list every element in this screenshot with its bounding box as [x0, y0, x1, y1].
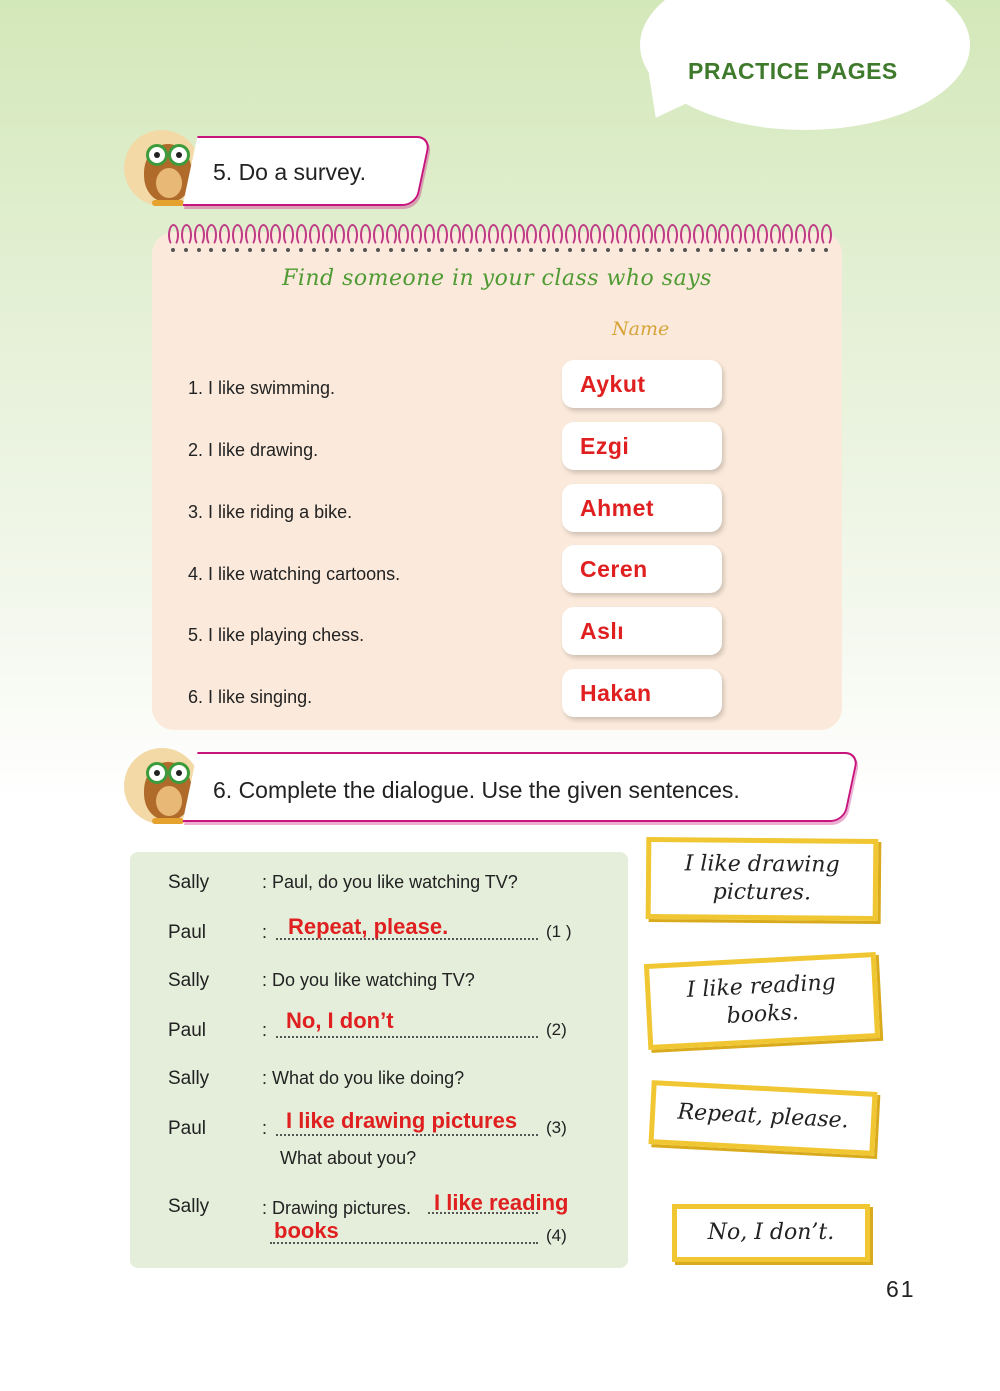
- answer-blank[interactable]: [276, 1036, 538, 1038]
- dialogue-answer: I like reading: [434, 1190, 569, 1215]
- spiral-hole: [747, 248, 751, 252]
- spiral-ring: [642, 224, 653, 246]
- spiral-hole: [491, 248, 495, 252]
- spiral-hole: [478, 248, 482, 252]
- spiral-ring: [821, 224, 832, 246]
- survey-question: 3. I like riding a bike.: [188, 502, 353, 522]
- spiral-ring: [603, 224, 614, 246]
- spiral-ring: [309, 224, 320, 246]
- spiral-ring: [334, 224, 345, 246]
- spiral-hole: [248, 248, 252, 252]
- option-card[interactable]: [648, 1080, 877, 1156]
- spiral-hole: [721, 248, 725, 252]
- spiral-hole: [209, 248, 213, 252]
- spiral-hole: [197, 248, 201, 252]
- spiral-hole: [619, 248, 623, 252]
- survey-question: 4. I like watching cartoons.: [188, 564, 401, 584]
- spiral-ring: [578, 224, 589, 246]
- colon: :: [262, 1020, 268, 1040]
- survey-question: 1. I like swimming.: [188, 378, 336, 398]
- speaker-label: Sally: [168, 970, 210, 991]
- spiral-ring: [552, 224, 563, 246]
- spiral-ring: [206, 224, 217, 246]
- spiral-ring: [386, 224, 397, 246]
- spiral-hole: [299, 248, 303, 252]
- blank-number: (4): [546, 1226, 567, 1245]
- spiral-ring: [283, 224, 294, 246]
- spiral-ring: [347, 224, 358, 246]
- dialogue-answer: No, I don’t: [286, 1008, 394, 1033]
- spiral-hole: [632, 248, 636, 252]
- spiral-ring: [718, 224, 729, 246]
- spiral-hole: [261, 248, 265, 252]
- spiral-ring: [565, 224, 576, 246]
- spiral-ring: [322, 224, 333, 246]
- survey-answer: Hakan: [580, 680, 652, 706]
- survey-question: 2. I like drawing.: [188, 440, 319, 460]
- spiral-ring: [181, 224, 192, 246]
- spiral-hole: [517, 248, 521, 252]
- spiral-ring: [168, 224, 179, 246]
- spiral-ring: [398, 224, 409, 246]
- answer-blank[interactable]: [276, 1134, 538, 1136]
- spiral-hole: [440, 248, 444, 252]
- dialogue-line: : Do you like watching TV?: [262, 970, 475, 990]
- spiral-ring: [488, 224, 499, 246]
- colon: :: [262, 1118, 268, 1138]
- name-column-header: Name: [612, 318, 670, 340]
- spiral-ring: [808, 224, 819, 246]
- spiral-ring: [270, 224, 281, 246]
- spiral-ring: [654, 224, 665, 246]
- spiral-ring: [475, 224, 486, 246]
- spiral-hole: [184, 248, 188, 252]
- spiral-ring: [501, 224, 512, 246]
- spiral-ring: [258, 224, 269, 246]
- speaker-label: Paul: [168, 922, 207, 943]
- speaker-label: Sally: [168, 872, 210, 893]
- spiral-ring: [616, 224, 627, 246]
- spiral-hole: [401, 248, 405, 252]
- spiral-hole: [593, 248, 597, 252]
- spiral-ring: [514, 224, 525, 246]
- spiral-ring: [296, 224, 307, 246]
- dialogue-line: What about you?: [280, 1148, 417, 1168]
- spiral-hole: [529, 248, 533, 252]
- spiral-hole: [389, 248, 393, 252]
- spiral-ring: [706, 224, 717, 246]
- option-card[interactable]: [672, 1204, 870, 1262]
- name-card[interactable]: [562, 669, 722, 717]
- spiral-hole: [427, 248, 431, 252]
- spiral-ring: [629, 224, 640, 246]
- spiral-ring: [757, 224, 768, 246]
- spiral-hole: [376, 248, 380, 252]
- spiral-ring: [245, 224, 256, 246]
- name-card[interactable]: [562, 607, 722, 655]
- spiral-hole: [504, 248, 508, 252]
- spiral-hole: [414, 248, 418, 252]
- spiral-ring: [539, 224, 550, 246]
- speaker-label: Paul: [168, 1020, 207, 1041]
- dialogue-line: : What do you like doing?: [262, 1068, 465, 1088]
- spiral-hole: [785, 248, 789, 252]
- option-card[interactable]: [644, 952, 880, 1050]
- blank-number: (2): [546, 1020, 567, 1039]
- blank-number: (3): [546, 1118, 567, 1137]
- spiral-ring: [219, 224, 230, 246]
- spiral-hole: [363, 248, 367, 252]
- spiral-hole: [235, 248, 239, 252]
- spiral-hole: [645, 248, 649, 252]
- spiral-hole: [734, 248, 738, 252]
- spiral-ring: [795, 224, 806, 246]
- spiral-hole: [222, 248, 226, 252]
- dialogue-answer: books: [274, 1218, 339, 1243]
- spiral-hole: [824, 248, 828, 252]
- spiral-ring: [782, 224, 793, 246]
- dialogue-line: : Paul, do you like watching TV?: [262, 872, 518, 892]
- survey-answer: Ceren: [580, 556, 648, 582]
- spiral-hole: [581, 248, 585, 252]
- speaker-label: Sally: [168, 1196, 210, 1217]
- spiral-hole: [337, 248, 341, 252]
- option-text: Repeat, please.: [676, 1099, 850, 1134]
- spiral-ring: [194, 224, 205, 246]
- spiral-hole: [312, 248, 316, 252]
- name-card[interactable]: [562, 422, 722, 470]
- spiral-hole: [798, 248, 802, 252]
- spiral-ring: [770, 224, 781, 246]
- spiral-hole: [465, 248, 469, 252]
- spiral-ring: [373, 224, 384, 246]
- spiral-hole: [171, 248, 175, 252]
- spiral-hole: [350, 248, 354, 252]
- survey-answer: Aykut: [580, 371, 646, 397]
- name-card[interactable]: [562, 545, 722, 593]
- dialogue-line: : Drawing pictures.: [262, 1198, 412, 1218]
- spiral-hole: [760, 248, 764, 252]
- name-card[interactable]: [562, 360, 722, 408]
- survey-question: 6. I like singing.: [188, 687, 313, 707]
- exercise5-heading: 5. Do a survey.: [213, 159, 366, 185]
- spiral-ring: [360, 224, 371, 246]
- spiral-ring: [693, 224, 704, 246]
- speaker-label: Sally: [168, 1068, 210, 1089]
- dialogue-answer: I like drawing pictures: [286, 1108, 518, 1133]
- spiral-ring: [590, 224, 601, 246]
- exercise6-heading: 6. Complete the dialogue. Use the given sentences.: [213, 777, 740, 803]
- option-text: I like drawing pictures.: [684, 851, 840, 906]
- page-number: 61: [886, 1276, 916, 1302]
- spiral-ring: [526, 224, 537, 246]
- survey-answer: Aslı: [580, 618, 625, 644]
- spiral-ring: [232, 224, 243, 246]
- survey-instruction: Find someone in your class who says: [282, 266, 712, 291]
- spiral-hole: [555, 248, 559, 252]
- spiral-ring: [424, 224, 435, 246]
- spiral-hole: [773, 248, 777, 252]
- spiral-hole: [657, 248, 661, 252]
- blank-number: (1 ): [546, 922, 572, 941]
- spiral-hole: [325, 248, 329, 252]
- spiral-ring: [680, 224, 691, 246]
- spiral-hole: [568, 248, 572, 252]
- name-card[interactable]: [562, 484, 722, 532]
- spiral-hole: [696, 248, 700, 252]
- spiral-hole: [683, 248, 687, 252]
- survey-question: 5. I like playing chess.: [188, 625, 365, 645]
- spiral-ring: [744, 224, 755, 246]
- spiral-hole: [286, 248, 290, 252]
- option-card[interactable]: [646, 837, 879, 921]
- dialogue-answer: Repeat, please.: [288, 914, 449, 939]
- spiral-hole: [453, 248, 457, 252]
- speaker-label: Paul: [168, 1118, 207, 1139]
- spiral-ring: [437, 224, 448, 246]
- spiral-hole: [709, 248, 713, 252]
- spiral-ring: [731, 224, 742, 246]
- survey-notebook: [152, 232, 842, 730]
- colon: :: [262, 922, 268, 942]
- spiral-ring: [667, 224, 678, 246]
- page-title: PRACTICE PAGES: [688, 58, 898, 84]
- spiral-hole: [273, 248, 277, 252]
- spiral-hole: [811, 248, 815, 252]
- spiral-hole: [670, 248, 674, 252]
- dialogue-panel: [130, 852, 628, 1268]
- spiral-ring: [462, 224, 473, 246]
- spiral-hole: [542, 248, 546, 252]
- spiral-hole: [606, 248, 610, 252]
- survey-answer: Ahmet: [580, 495, 655, 521]
- option-text: No, I don’t.: [707, 1220, 835, 1245]
- option-text: I like reading books.: [686, 970, 837, 1029]
- survey-answer: Ezgi: [580, 433, 630, 459]
- spiral-ring: [411, 224, 422, 246]
- spiral-ring: [450, 224, 461, 246]
